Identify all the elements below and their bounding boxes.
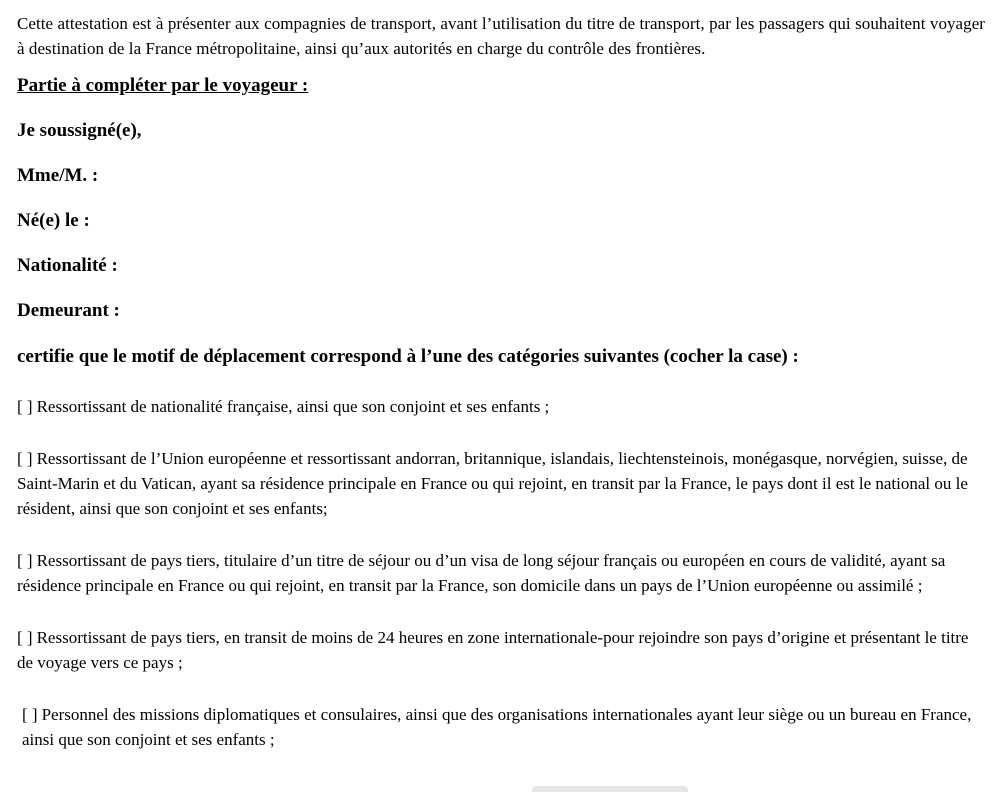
field-name: Mme/M. : [17,165,99,186]
field-undersigned: Je soussigné(e), [17,120,142,141]
option-third-country-transit [17,625,985,675]
field-nationality: Nationalité : [17,255,118,276]
option-diplomatic-personnel [17,702,985,752]
section-title: Partie à compléter par le voyageur : [17,75,309,96]
checkbox-eu-national[interactable]: [ ] [17,449,33,468]
option-label: Ressortissant de pays tiers, titulaire d’un titre de séjour ou d’un visa de long séjour français ou européen en cours de validité, ayant sa résidence principale en France ou qui rejoint, en transit par la France, son domicile dans un pays de l’Union européenne ou assimilé ; [17,551,946,595]
intro-paragraph: Cette attestation est à présenter aux compagnies de transport, avant l’utilisation du titre de transport, par les passagers qui souhaitent voyager à destination de la France métropolitaine, ainsi qu’aux autorités en charge du contrôle des frontières. [17,14,985,58]
checkbox-third-country-transit[interactable]: [ ] [17,628,33,647]
field-birth-date: Né(e) le : [17,210,90,231]
field-address: Demeurant : [17,300,120,321]
option-eu-national [17,446,985,521]
option-label: Personnel des missions diplomatiques et consulaires, ainsi que des organisations internationales ayant leur siège ou un bureau en France, ainsi que son conjoint et ses enfants ; [22,705,972,749]
checkbox-third-country-resident[interactable]: [ ] [17,551,33,570]
checkbox-diplomatic-personnel[interactable]: [ ] [22,705,38,724]
scroll-indicator[interactable] [532,786,688,792]
checkbox-french-national[interactable]: [ ] [17,397,33,416]
certify-statement: certifie que le motif de déplacement correspond à l’une des catégories suivantes (cocher la case) : [17,346,799,367]
option-label: Ressortissant de pays tiers, en transit de moins de 24 heures en zone internationale-pour rejoindre son pays d’origine et présentant le titre de voyage vers ce pays ; [17,628,969,672]
option-third-country-resident [17,548,985,598]
option-label: Ressortissant de nationalité française, ainsi que son conjoint et ses enfants ; [36,397,550,416]
option-french-national [17,394,985,419]
option-label: Ressortissant de l’Union européenne et ressortissant andorran, britannique, islandais, liechtensteinois, monégasque, norvégien, suisse, de Saint-Marin et du Vatican, ayant sa résidence principale en France ou qui rejoint, en transit par la France, le pays dont il est le national ou le résident, ainsi que son conjoint et ses enfants; [17,449,968,518]
attestation-document [17,11,985,752]
